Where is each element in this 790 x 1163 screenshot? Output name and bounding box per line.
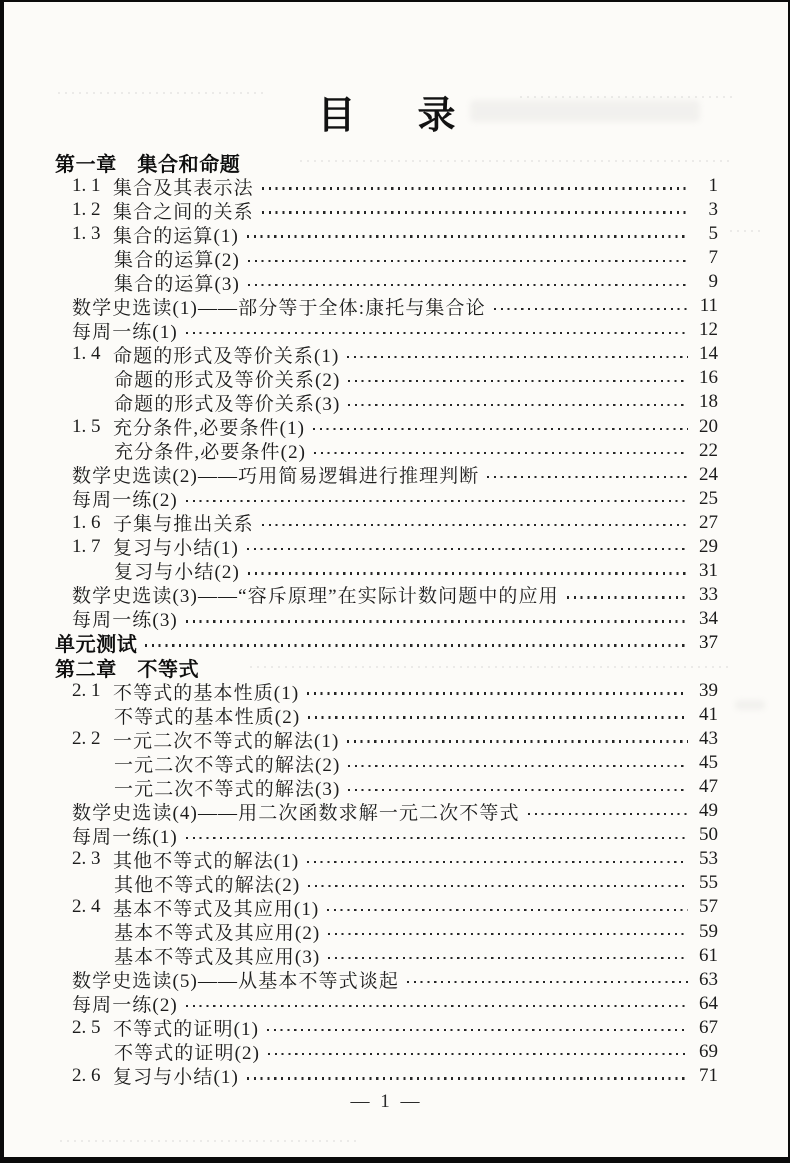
toc-entry-label: 集合之间的关系 [113,201,254,223]
toc-entry [55,366,718,390]
toc-entry [55,703,718,727]
scan-artifact [60,1140,360,1142]
dotted-leader [348,765,688,767]
toc-entry [55,799,718,823]
toc-entry [55,583,718,607]
toc-entry-page: 41 [699,704,718,726]
toc-entry-page: 7 [708,247,718,269]
toc-entry [55,679,718,703]
toc-entry-number: 2. 5 [72,1016,101,1038]
dotted-leader [307,861,688,863]
toc-entry-label: 命题的形式及等价关系(2) [114,369,341,391]
toc-entry-page: 25 [699,487,718,509]
dotted-leader [267,1029,688,1031]
page-title: 目 录 [317,95,468,137]
toc-entry-page: 34 [699,607,718,629]
dotted-leader [347,740,688,742]
toc-entry-page: 20 [699,415,718,437]
toc-entry-label: 数学史选读(1)——部分等于全体:康托与集合论 [72,297,486,319]
toc-entry-number: 1. 1 [72,175,101,197]
toc-entry-page: 39 [699,680,718,702]
toc-entry [55,246,718,270]
toc-entry-label: 基本不等式及其应用(2) [114,923,321,945]
toc-entry [55,607,718,631]
dotted-leader [307,692,688,694]
toc-entry-page: 55 [699,872,718,894]
toc-entry-label: 数学史选读(5)——从基本不等式谈起 [72,971,399,993]
toc-entry-page: 9 [708,271,718,293]
dotted-leader [494,308,688,310]
toc-entry-label: 每周一练(1) [72,826,178,848]
dotted-leader [262,211,688,213]
dotted-leader [308,716,688,718]
toc-entry-number: 1. 7 [72,535,101,557]
toc-entry-label: 数学史选读(2)——巧用简易逻辑进行推理判断 [72,466,480,488]
toc-entry-page: 18 [699,391,718,413]
dotted-leader [348,380,688,382]
toc-entry-label: 不等式的证明(1) [113,1019,260,1041]
toc-entry-label: 每周一练(2) [72,995,178,1017]
dotted-leader [268,1053,688,1055]
scan-edge-left [0,0,4,1163]
toc-entry-page: 5 [708,223,718,245]
toc-entry-page: 64 [699,992,718,1014]
dotted-leader [186,1005,688,1007]
toc-entry-page: 47 [699,776,718,798]
dotted-leader [407,981,688,983]
toc-entry-label: 子集与推出关系 [113,514,254,536]
toc-entry [55,342,718,366]
dotted-leader [487,476,688,478]
toc-entry-number: 2. 1 [72,680,101,702]
toc-entry-label: 基本不等式及其应用(1) [113,898,320,920]
toc-entry-page: 22 [699,439,718,461]
toc-entry [55,174,718,198]
scan-artifact [730,230,765,232]
toc-entry-label: 命题的形式及等价关系(1) [113,345,340,367]
toc-entry-page: 3 [708,199,718,221]
dotted-leader [348,404,688,406]
toc-entry-page: 1 [708,175,718,197]
toc-entry [55,727,718,751]
dotted-leader [262,187,688,189]
dotted-leader [186,500,688,502]
toc-entry-number: 2. 3 [72,848,101,870]
toc-entry-label: 其他不等式的解法(1) [113,850,300,872]
toc-entry [55,871,718,895]
dotted-leader [327,909,688,911]
dotted-leader [348,789,688,791]
toc-entry [55,198,718,222]
toc-entry-label: 一元二次不等式的解法(3) [114,778,341,800]
toc-entry [55,559,718,583]
scan-edge-top [0,0,790,2]
toc-entry [55,487,718,511]
dotted-leader [528,813,688,815]
scan-artifact [520,96,735,98]
dotted-leader [248,284,688,286]
toc-entry-label: 不等式的基本性质(2) [114,706,301,728]
toc-entry [55,1040,718,1064]
dotted-leader [328,933,688,935]
toc-entry [55,439,718,463]
toc-entry [55,847,718,871]
toc-entry-label: 一元二次不等式的解法(1) [113,730,340,752]
toc-entry [55,823,718,847]
toc-entry-label: 不等式的基本性质(1) [113,682,300,704]
toc-entry-number: 1. 3 [72,223,101,245]
toc-entry-label: 集合的运算(2) [114,249,240,271]
toc-entry-label: 复习与小结(1) [113,538,239,560]
toc-entry-page: 31 [699,559,718,581]
toc-entry [55,751,718,775]
toc-entry-number: 1. 6 [72,511,101,533]
toc-entry [55,415,718,439]
dotted-leader [313,428,688,430]
dotted-leader [347,356,688,358]
toc-entry [55,1016,718,1040]
toc-entry [55,631,718,655]
toc-entry-page: 43 [699,728,718,750]
toc-entry [55,463,718,487]
scan-edge-bottom [0,1157,790,1163]
toc-entry-page: 37 [699,631,718,653]
toc-entry [55,968,718,992]
toc-entry-label: 每周一练(3) [72,610,178,632]
toc-entry-page: 49 [699,800,718,822]
toc-entry-label: 复习与小结(2) [114,562,240,584]
toc-entry-label: 充分条件,必要条件(2) [114,442,307,464]
toc-entry-label: 数学史选读(3)——“容斥原理”在实际计数问题中的应用 [72,586,559,608]
dotted-leader [262,524,688,526]
toc-entry-label: 其他不等式的解法(2) [114,874,301,896]
toc-entry-number: 2. 6 [72,1064,101,1086]
scan-artifact [735,700,765,710]
toc-entry-label: 单元测试 [55,634,138,657]
dotted-leader [186,837,688,839]
dotted-leader [248,260,688,262]
toc-entry [55,944,718,968]
toc-entry-number: 1. 2 [72,199,101,221]
toc-entry-page: 45 [699,752,718,774]
toc-entry [55,775,718,799]
toc-entry [55,920,718,944]
page-number-footer: — 1 — [350,1091,423,1112]
toc-entry [55,895,718,919]
toc-entry-label: 命题的形式及等价关系(3) [114,394,341,415]
dotted-leader [247,1077,688,1079]
toc-entry-label: 复习与小结(1) [113,1067,239,1089]
toc-entry-page: 16 [699,367,718,389]
toc-entry [55,511,718,535]
toc-entry-page: 50 [699,824,718,846]
toc-entry-page: 67 [699,1016,718,1038]
dotted-leader [328,957,688,959]
toc-entry-number: 1. 4 [72,343,101,365]
dotted-leader [186,620,688,622]
toc-entry-page: 14 [699,343,718,365]
dotted-leader [308,885,688,887]
dotted-leader [248,572,688,574]
toc-entry-page: 63 [699,968,718,990]
toc-entry-label: 一元二次不等式的解法(2) [114,754,341,776]
toc-entry [55,294,718,318]
toc-entry [55,535,718,559]
toc-entry [55,390,718,414]
dotted-leader [247,235,688,237]
toc-entry-page: 53 [699,848,718,870]
toc-entry-number: 2. 4 [72,896,101,918]
toc-entry-number: 2. 2 [72,728,101,750]
toc-entry-label: 第二章 不等式 [55,658,200,681]
toc-entry-label: 不等式的证明(2) [114,1043,261,1065]
dotted-leader [314,452,688,454]
toc-entry-number: 1. 5 [72,415,101,437]
toc-entry-label: 数学史选读(4)——用二次函数求解一元二次不等式 [72,802,520,824]
toc-entry-label: 第一章 集合和命题 [55,153,241,176]
toc-entry-page: 29 [699,535,718,557]
toc-entry-page: 59 [699,920,718,942]
toc-entry-label: 充分条件,必要条件(1) [113,418,306,440]
dotted-leader [567,596,688,598]
toc-entry [55,992,718,1016]
toc-entry [55,270,718,294]
toc-entry [55,655,718,679]
toc-entry-page: 61 [699,944,718,966]
toc-entry-page: 12 [699,319,718,341]
dotted-leader [186,332,688,334]
dotted-leader [145,644,688,646]
toc-entry [55,222,718,246]
toc-entry-page: 57 [699,896,718,918]
toc-entry-label: 集合及其表示法 [113,177,254,199]
toc-entry-page: 69 [699,1040,718,1062]
toc-entry-label: 每周一练(2) [72,490,178,512]
toc-list [55,150,718,1088]
toc-entry-label: 每周一练(1) [72,321,178,343]
toc-entry [55,318,718,342]
toc-entry-label: 集合的运算(1) [113,225,239,247]
toc-entry-label: 基本不等式及其应用(3) [114,947,321,969]
toc-entry-page: 71 [699,1064,718,1086]
toc-entry-page: 27 [699,511,718,533]
scan-artifact [58,92,268,94]
scan-artifact [470,100,700,122]
toc-entry-page: 24 [699,463,718,485]
dotted-leader [247,548,688,550]
toc-entry [55,150,718,174]
toc-entry-page: 33 [699,583,718,605]
toc-entry-label: 集合的运算(3) [114,273,240,295]
toc-entry [55,1064,718,1088]
toc-entry-page: 11 [699,295,718,317]
